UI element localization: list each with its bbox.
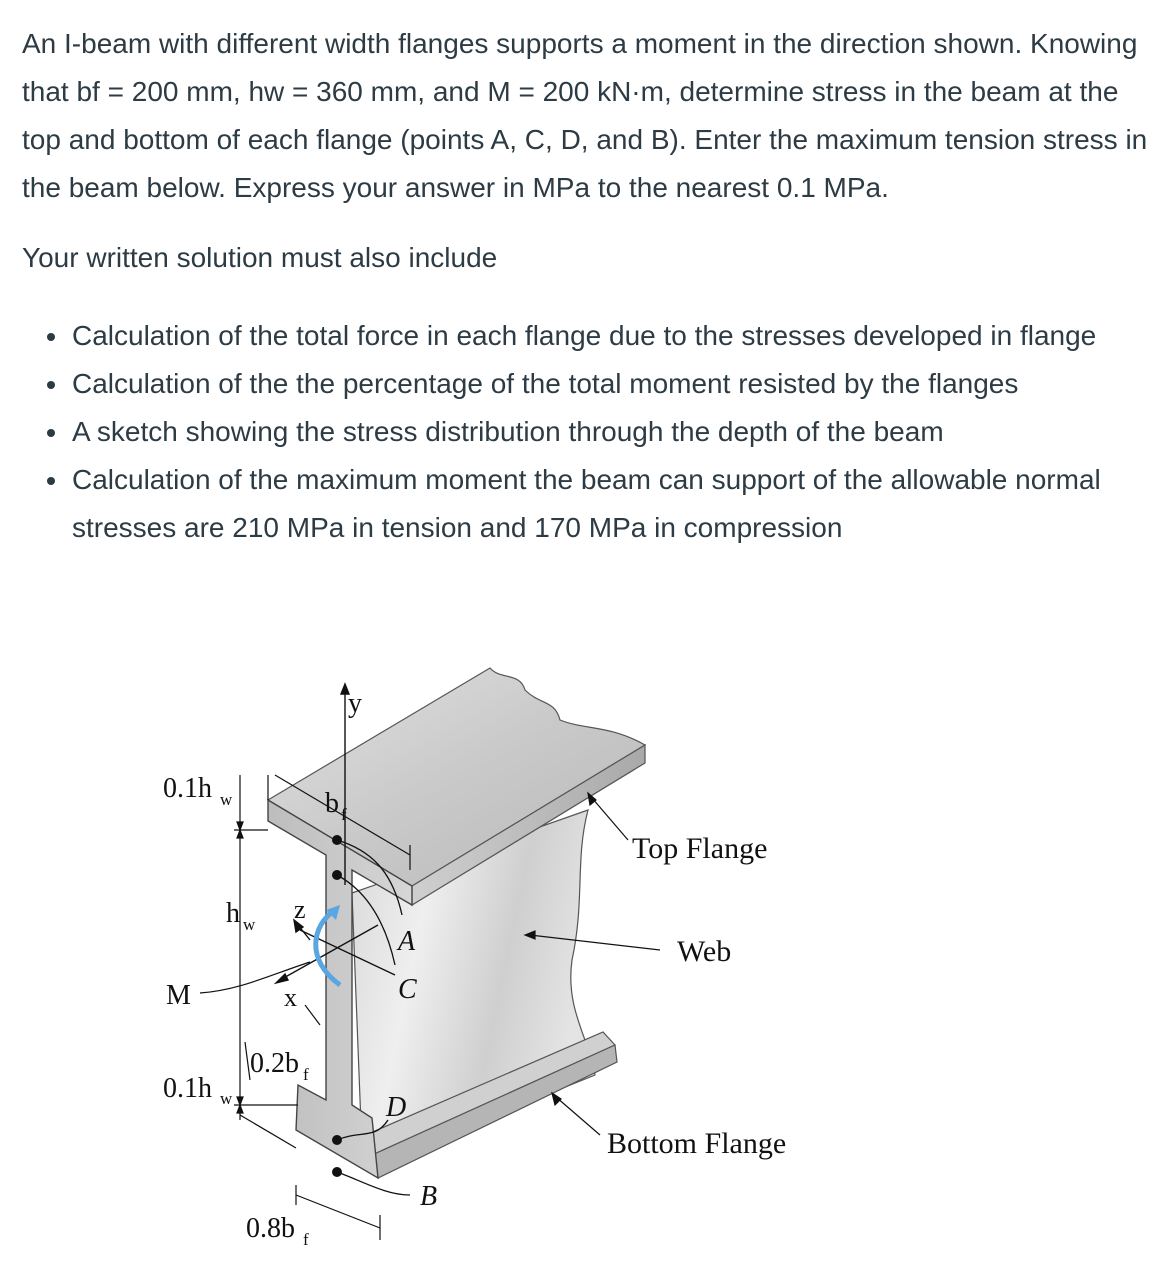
label-axis-y: y [348, 688, 362, 719]
requirement-item: • Calculation of the the percentage of the total moment resisted by the flanges [70, 360, 1157, 408]
label-top-flange: Top Flange [632, 832, 768, 865]
label-hw-sub: w [243, 915, 256, 934]
label-bf-sub: f [341, 805, 347, 824]
requirements-intro: Your written solution must also include [22, 242, 498, 273]
problem-statement: An I-beam with different width flanges supports a moment in the direction shown. Knowing that bf = 200 mm, hw = 360 mm, and M = 200 kN·m, determine stress in the beam at the top and bottom of each flange (points A, C, D, and B). Enter the maximum tension stress in the beam below. Express your answer in MPa to the nearest 0.1 MPa. [22, 28, 1148, 203]
label-moment: M [166, 980, 191, 1011]
label-bottom-flange-thickness-sub: w [220, 1089, 233, 1108]
label-top-flange-thickness: 0.1h [163, 773, 212, 804]
label-bottom-flange-width-sub: f [303, 1230, 309, 1249]
label-hw: h [226, 898, 240, 929]
ibeam-diagram [130, 650, 850, 1270]
requirement-item: • Calculation of the maximum moment the beam can support of the allowable normal stresses are 210 MPa in tension and 170 MPa in compression [70, 456, 1157, 552]
label-point-b: B [420, 1181, 438, 1212]
label-web-thickness-sub: f [303, 1065, 309, 1084]
requirement-item: • A sketch showing the stress distribution through the depth of the beam [70, 408, 1157, 456]
label-bottom-flange-width: 0.8b [246, 1213, 295, 1244]
label-bf: b [325, 788, 339, 819]
label-web-thickness: 0.2b [250, 1048, 299, 1079]
label-top-flange-thickness-sub: w [220, 790, 233, 809]
label-point-a: A [398, 926, 416, 957]
label-axis-x: x [284, 983, 297, 1012]
requirement-item: • Calculation of the total force in each flange due to the stresses developed in flange [70, 312, 1157, 360]
requirements-list [22, 312, 1157, 552]
ibeam-figure [130, 650, 850, 1270]
label-web: Web [677, 935, 732, 968]
label-point-d: D [386, 1092, 407, 1123]
label-axis-z: z [294, 895, 306, 924]
question-text [22, 20, 1157, 552]
label-point-c: C [398, 974, 417, 1005]
label-bottom-flange-thickness: 0.1h [163, 1073, 212, 1104]
label-bottom-flange: Bottom Flange [607, 1127, 787, 1160]
